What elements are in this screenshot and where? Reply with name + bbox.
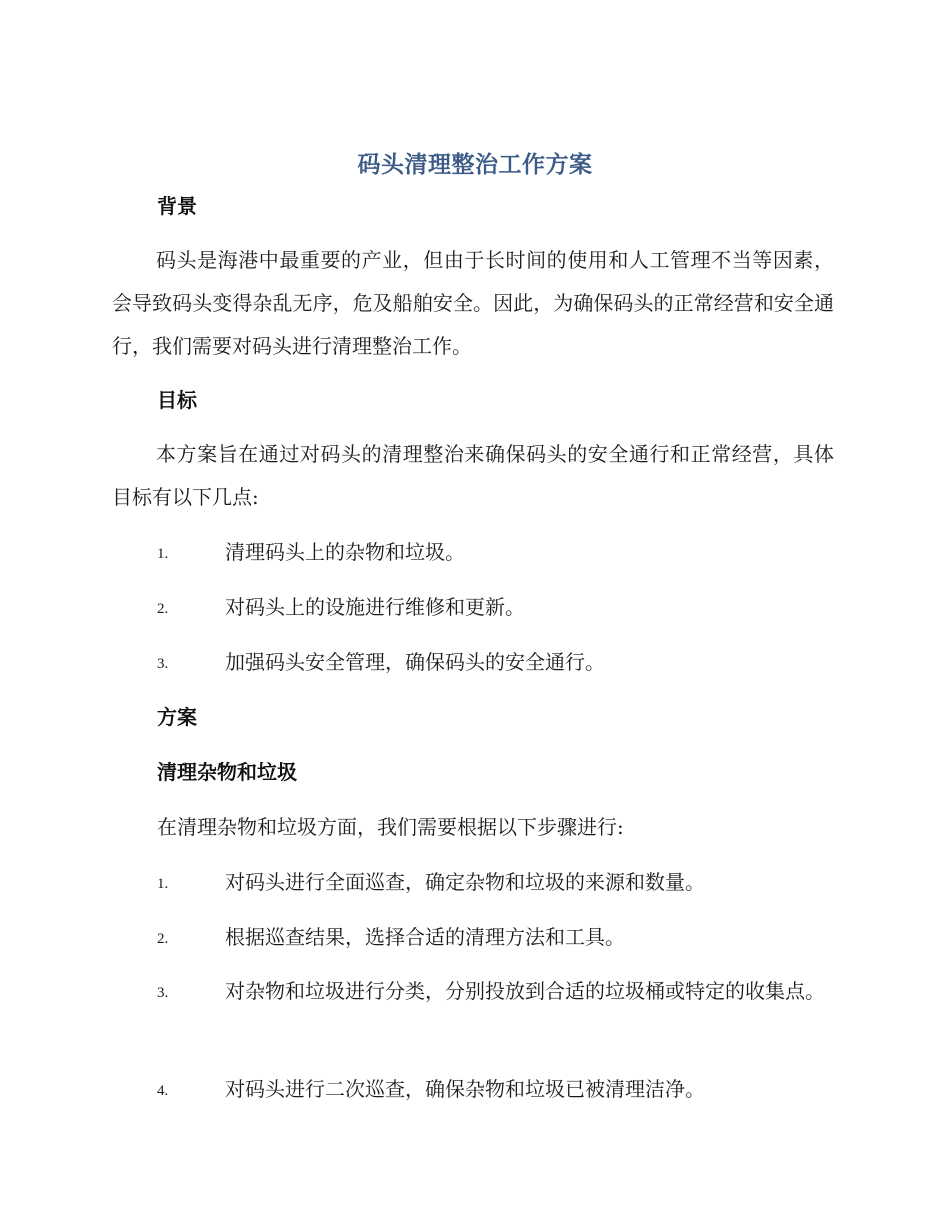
subsection-heading-cleanup: 清理杂物和垃圾: [157, 760, 297, 784]
list-item-number: 2.: [157, 601, 169, 617]
list-item-number: 3.: [157, 985, 169, 1001]
section-heading-goals: 目标: [157, 388, 197, 412]
plan-paragraph-text: 在清理杂物和垃圾方面，我们需要根据以下步骤进行:: [157, 815, 624, 839]
list-item-text: 对码头上的设施进行维修和更新。: [225, 595, 525, 619]
list-item-number: 3.: [157, 656, 169, 672]
list-item-number: 1.: [157, 546, 169, 562]
list-item-number: 2.: [157, 931, 169, 947]
list-item: [112, 971, 836, 1012]
section-heading-plan: 方案: [157, 705, 197, 729]
section-heading-background: 背景: [157, 194, 197, 218]
list-item-text: 对码头进行二次巡查，确保杂物和垃圾已被清理洁净。: [225, 1077, 705, 1101]
list-item-number: 1.: [157, 876, 169, 892]
list-item-text: 对杂物和垃圾进行分类，分别投放到合适的垃圾桶或特定的收集点。: [225, 979, 825, 1003]
list-item-text: 根据巡查结果，选择合适的清理方法和工具。: [225, 925, 625, 949]
plan-paragraph: [157, 813, 837, 841]
list-item-text: 对码头进行全面巡查，确定杂物和垃圾的来源和数量。: [225, 870, 705, 894]
list-item-number: 4.: [157, 1083, 169, 1099]
list-item-text: 清理码头上的杂物和垃圾。: [225, 540, 465, 564]
background-paragraph: 码头是海港中最重要的产业，但由于长时间的使用和人工管理不当等因素，会导致码头变得杂乱无序，危及船舶安全。因此，为确保码头的正常经营和安全通行，我们需要对码头进行清理整治工作。: [112, 248, 834, 358]
document-title: 码头清理整治工作方案: [357, 152, 593, 178]
goals-paragraph: 本方案旨在通过对码头的清理整治来确保码头的安全通行和正常经营，具体目标有以下几点:: [112, 442, 834, 509]
list-item-text: 加强码头安全管理，确保码头的安全通行。: [225, 650, 605, 674]
